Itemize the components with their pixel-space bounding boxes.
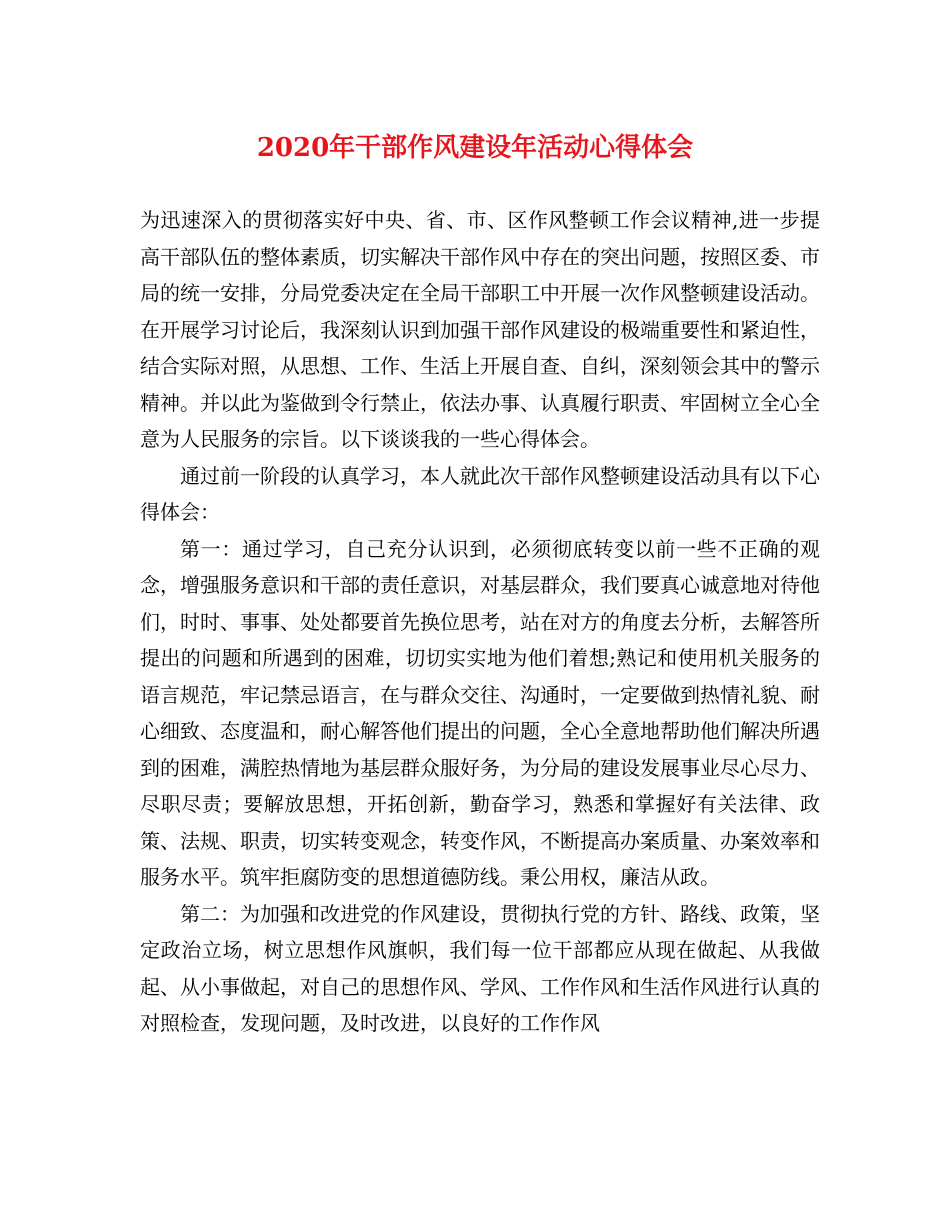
paragraph-intro: 为迅速深入的贯彻落实好中央、省、市、区作风整顿工作会议精神,进一步提高干部队伍的整体素质，切实解决干部作风中存在的突出问题，按照区委、市局的统一安排，分局党委决定在全局干部职工中开展一次作风整顿建设活动。在开展学习讨论后，我深刻认识到加强干部作风建设的极端重要性和紧迫性，结合实际对照，从思想、工作、生活上开展自查、自纠，深刻领会其中的警示精神。并以此为鉴做到令行禁止，依法办事、认真履行职责、牢固树立全心全意为人民服务的宗旨。以下谈谈我的一些心得体会。 [140, 208, 820, 451]
paragraph-first-point: 第一：通过学习，自己充分认识到，必须彻底转变以前一些不正确的观念，增强服务意识和干部的责任意识，对基层群众，我们要真心诚意地对待他们，时时、事事、处处都要首先换位思考，站在对方的角度去分析，去解答所提出的问题和所遇到的困难，切切实实地为他们着想;熟记和使用机关服务的语言规范，牢记禁忌语言，在与群众交往、沟通时，一定要做到热情礼貌、耐心细致、态度温和，耐心解答他们提出的问题，全心全意地帮助他们解决所遇到的困难，满腔热情地为基层群众服好务，为分局的建设发展事业尽心尽力、尽职尽责；要解放思想，开拓创新，勤奋学习，熟悉和掌握好有关法律、政策、法规、职责，切实转变观念，转变作风，不断提高办案质量、办案效率和服务水平。筑牢拒腐防变的思想道德防线。秉公用权，廉洁从政。 [140, 536, 820, 889]
paragraph-summary: 通过前一阶段的认真学习，本人就此次干部作风整顿建设活动具有以下心得体会： [140, 463, 820, 524]
document-body [140, 202, 820, 1042]
paragraph-second-point: 第二：为加强和改进党的作风建设，贯彻执行党的方针、路线、政策，坚定政治立场，树立思想作风旗帜，我们每一位干部都应从现在做起、从我做起、从小事做起，对自己的思想作风、学风、工作作风和生活作风进行认真的对照检查，发现问题，及时改进，以良好的工作作风 [140, 901, 820, 1035]
document-title: 2020年干部作风建设年活动心得体会 [256, 133, 694, 163]
